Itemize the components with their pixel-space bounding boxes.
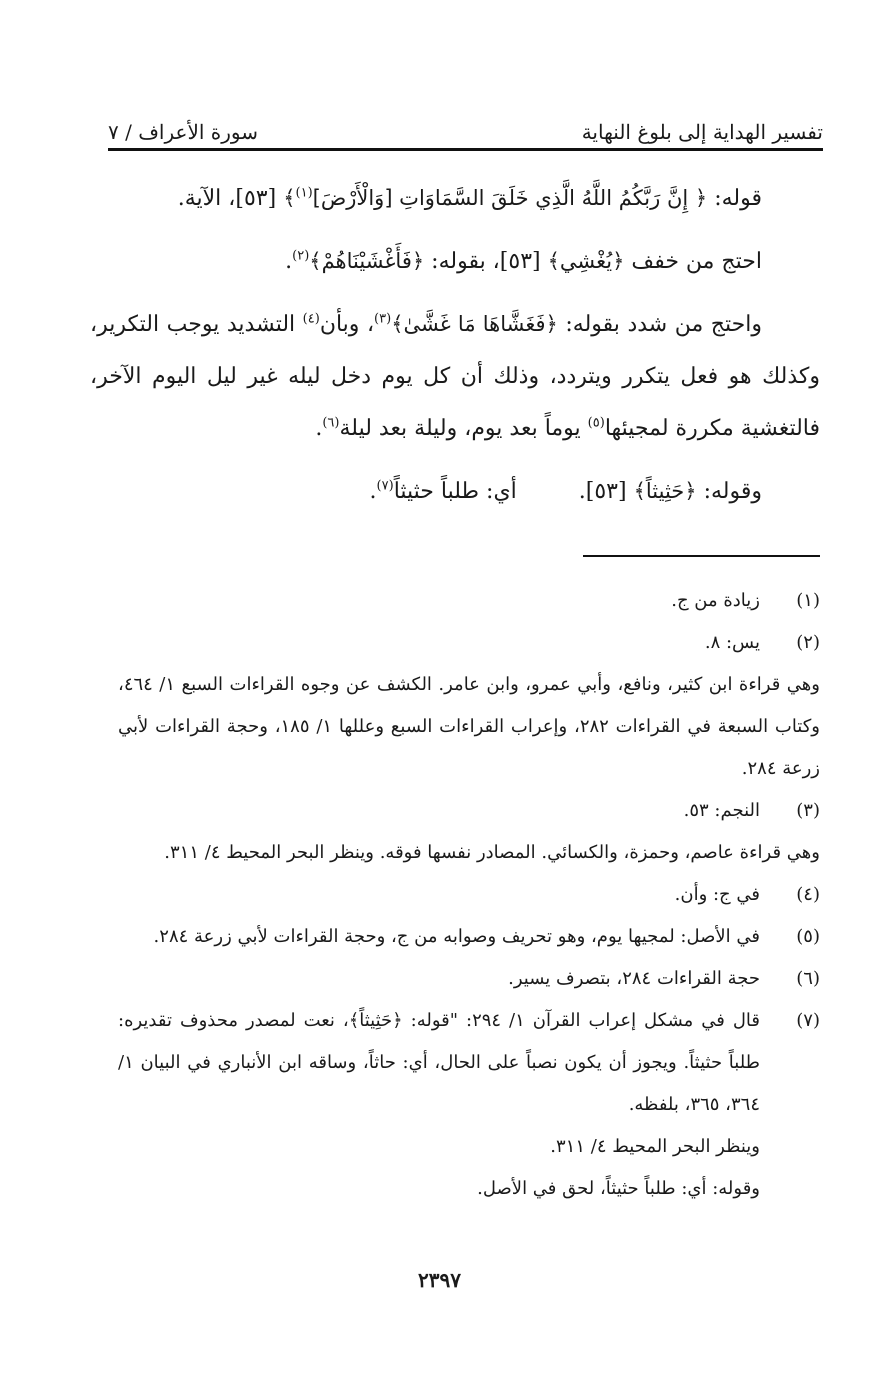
footnote-ref-3: (٣): [374, 311, 392, 327]
footnote-6: [118, 958, 820, 1000]
footnote-separator: [583, 555, 820, 557]
footnote-3-continuation: وهي قراءة عاصم، وحمزة، والكسائي. المصادر نفسها فوقه. وينظر البحر المحيط ٤/ ٣١١.: [164, 842, 820, 863]
footnote-number: (١): [796, 590, 820, 611]
footnote-ref-1: (١): [295, 185, 313, 201]
footnote-ref-5: (٥): [587, 415, 605, 431]
footnote-2-continuation: وهي قراءة ابن كثير، ونافع، وأبي عمرو، وابن عامر. الكشف عن وجوه القراءات السبع ١/ ٤٦٤، وكتاب السبعة في القراءات ٢٨٢، وإعراب القراءات السبع وعللها ١/ ١٨٥، وحجة القراءات لأبي زرعة ٢٨٤.: [118, 674, 820, 779]
quran-word: ﴿حَثِيثاً﴾: [633, 479, 697, 503]
main-text: [90, 172, 820, 518]
footnote-5: [118, 916, 820, 958]
paragraph-3: واحتج من شدد بقوله: ﴿فَغَشَّاهَا مَا غَشَّىٰ﴾$^{(٣)}$، وبأن$^{(٤)}$ التشديد يوجب التكرير، وكذلك هو فعل يتكرر ويتردد، وذلك أن كل يوم دخل ليله غير ليل اليوم الآخر، فالتغشية مكررة لمجيئها$^{(٥)}$ يوماً بعد يوم، وليلة بعد ليلة$^{(٦)}$.: [90, 311, 820, 441]
footnote-text: في ج: وأن.: [674, 884, 760, 905]
paragraph-2: احتج من خفف ﴿يُغْشِي﴾ [٥٣]، بقوله: ﴿فَأَغْشَيْنَاهُمْ﴾$^{(٢)}$.: [285, 248, 762, 274]
footnote-number: (٢): [796, 632, 820, 653]
header-rule: [108, 148, 823, 151]
page-number: ٢٣٩٧: [418, 1268, 461, 1292]
footnote-number: (٤): [796, 884, 820, 905]
footnote-text: حجة القراءات ٢٨٤، بتصرف يسير.: [508, 968, 760, 989]
footnote-3: [118, 790, 820, 832]
footnote-ref-7: (٧): [376, 478, 394, 494]
quran-word: ﴿فَأَغْشَيْنَاهُمْ﴾: [309, 249, 425, 273]
footnote-7-subline-1: وينظر البحر المحيط ٤/ ٣١١.: [550, 1136, 760, 1157]
footnote-number: (٣): [796, 800, 820, 821]
footnote-7-subline-2: وقوله: أي: طلباً حثيثاً، لحق في الأصل.: [477, 1178, 760, 1199]
footnote-4: [118, 874, 820, 916]
footnote-number: (٥): [796, 926, 820, 947]
running-header: [108, 108, 823, 144]
footnote-1: [118, 580, 820, 622]
footnote-2: [118, 622, 820, 664]
footnote-7: [118, 1000, 820, 1126]
footnotes: [118, 580, 820, 1210]
footnote-text: في الأصل: لمجيها يوم، وهو تحريف وصوابه من ج، وحجة القراءات لأبي زرعة ٢٨٤.: [153, 926, 760, 947]
quran-word: ﴿يُغْشِي﴾: [547, 249, 625, 273]
footnote-ref-4: (٤): [302, 311, 320, 327]
footnote-text: يس: ٨.: [704, 632, 760, 653]
footnote-text: النجم: ٥٣.: [683, 800, 760, 821]
paragraph-4: وقوله: ﴿حَثِيثاً﴾ [٥٣].أي: طلباً حثيثاً$^{(٧)}$.: [369, 478, 762, 504]
footnote-ref-2: (٢): [292, 248, 310, 264]
footnote-ref-6: (٦): [322, 415, 340, 431]
surah-reference: سورة الأعراف / ٧: [108, 120, 259, 144]
quran-verse: ﴿ إِنَّ رَبَّكُمُ اللَّهُ الَّذِي خَلَقَ السَّمَاوَاتِ [وَالْأَرْضَ]: [312, 186, 708, 210]
footnote-text: زيادة من ج.: [671, 590, 760, 611]
quran-verse: ﴿فَغَشَّاهَا مَا غَشَّىٰ﴾: [391, 312, 558, 336]
footnote-number: (٦): [796, 968, 820, 989]
book-title: تفسير الهداية إلى بلوغ النهاية: [581, 120, 823, 144]
footnote-text: قال في مشكل إعراب القرآن ١/ ٢٩٤: "قوله: ﴿حَثِيثاً﴾، نعت لمصدر محذوف تقديره: طلباً حثيثاً. ويجوز أن يكون نصباً على الحال، أي: حاثاً، وساقه ابن الأنباري في البيان ١/ ٣٦٤، ٣٦٥، بلفظه.: [118, 1010, 761, 1115]
footnote-number: (٧): [796, 1010, 820, 1031]
paragraph-1: قوله: ﴿ إِنَّ رَبَّكُمُ اللَّهُ الَّذِي خَلَقَ السَّمَاوَاتِ [وَالْأَرْضَ]$^{(١)}$﴾ [٥٣]، الآية.: [177, 185, 762, 211]
